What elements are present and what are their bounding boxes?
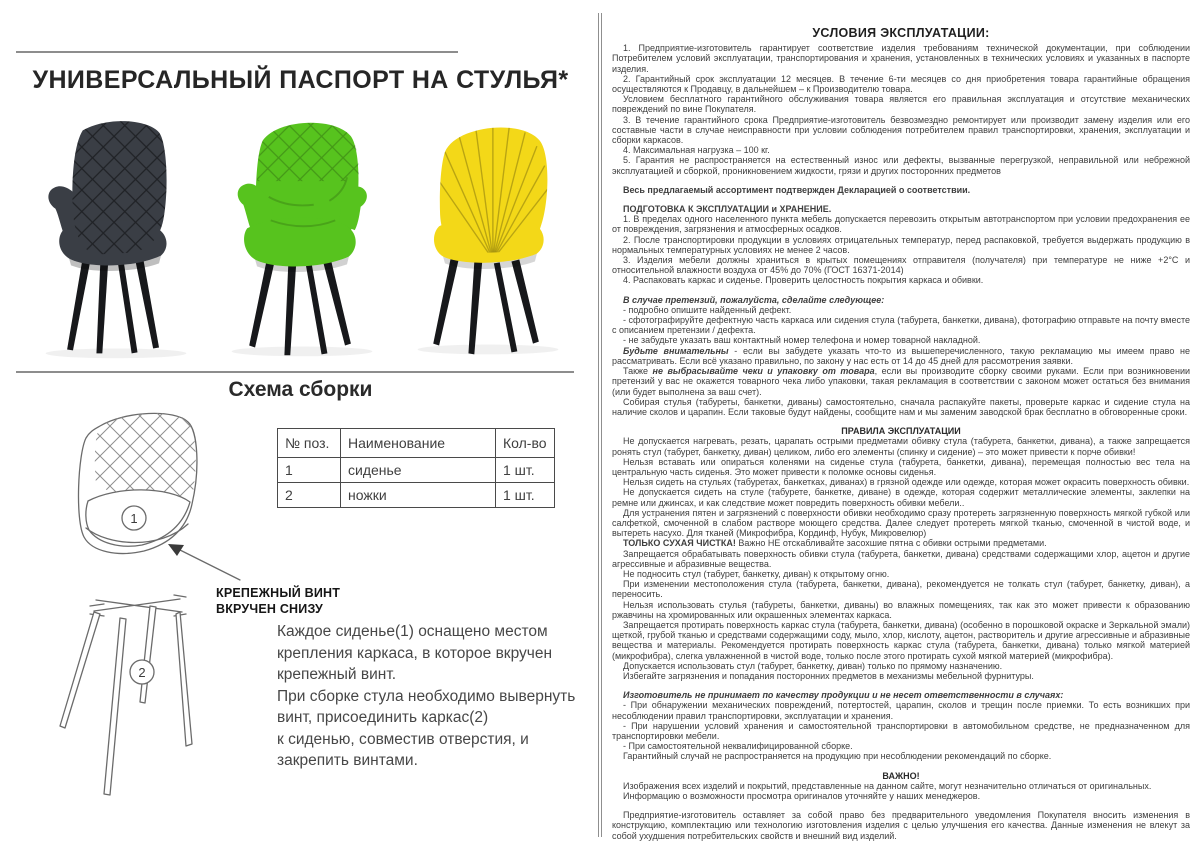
text-block: Не подносить стул (табурет, банкетку, диван) к открытому огню. [623, 568, 890, 579]
table-row [278, 483, 555, 508]
text-block: Предприятие-изготовитель оставляет за собой право без предварительного уведомления Покупателя вносить изменения в конструкцию, комплектацию или технологию изготовления изделия с целью улучшения его качества. Данные изменения не влекут за собой ухудшения потребительских свойств и внешний вид изделий. [612, 810, 1190, 841]
dark-chair-legs [67, 258, 159, 354]
diagram-frame-part [60, 595, 192, 795]
text-block: Запрещается обрабатывать поверхность обивки стула (табурета, банкетки, дивана) средствами содержащими хлор, ацетон и другие агрессивные и абразивные вещества. [612, 548, 1190, 569]
screw-note-line1: КРЕПЕЖНЫЙ ВИНТ [216, 586, 341, 600]
text-block: Нельзя сидеть на стульях (табуретах, банкетках, диванах) в грязной одежде или одежде, которая может окрасить поверхность обивки. [623, 477, 1190, 488]
yellow-chair-legs [433, 258, 539, 355]
parts-table [277, 428, 555, 508]
table-header-cell: № поз. [278, 429, 341, 458]
parts-table-body [278, 458, 555, 508]
text-block: 5. Гарантия не распространяется на естественный износ или дефекты, вызванные перегрузкой, неправильной или небрежной эксплуатацией и сборкой, проникновением жидкости, грязи и других посторонних предметов [612, 155, 1190, 176]
right-column [612, 28, 1190, 841]
description-line: закрепить винтами. [277, 752, 418, 769]
text-block: Не допускается нагревать, резать, царапать острыми предметами обивку стула (табурета, банкетки, дивана), а также запрещается ронять стул (табурет, банкетку, диван) целиком, либо его элементы (спинку и сидение) – это может привести к порче обивки! [612, 436, 1190, 457]
text-block: В случае претензий, пожалуйста, сделайте следующее: [623, 294, 885, 305]
text-block: При изменении местоположения стула (табурета, банкетки, дивана), рекомендуется не толкать стул (табурет, банкетку, диван), а переносить. [612, 579, 1190, 600]
text-block: Изображения всех изделий и покрытий, представленные на данном сайте, могут незначительно отличаться от оригинальных. [623, 780, 1152, 791]
description-line: крепежный винт. [277, 666, 397, 683]
text-block: ВАЖНО! [882, 770, 920, 781]
green-chair-image [214, 108, 390, 366]
text-block: Запрещается протирать поверхность каркас стула (табурета, банкетки, дивана) (особенно в порошковой окраске и Зеркальной эмали) щеткой, грубой тканью и средствами содержащими соду, мыло, хлор, кислоту, ацетон, растворитель и другие агрессивные и абразивные вещества и материалы. Рекомендуется протирать поверхность каркас стула (табурета, банкетки, дивана) только мягкой материей (микрофибра), слегка увлажненной в чистой воде, только после этого протирать сухой мягкой материей (микрофибра). [612, 619, 1190, 661]
text-block: Собирая стулья (табуреты, банкетки, диваны) самостоятельно, сначала распакуйте пакеты, проверьте каркас и сидение стула на наличие сколов и царапин. Если таковые будут найдены, сообщите нам и мы заменим заводской брак бесплатно в обговоренные сроки. [612, 396, 1190, 417]
screw-pointer-arrow [168, 544, 240, 580]
text-block: - сфотографируйте дефектную часть каркаса или сидения стула (табурета, банкетки, дивана), фотографию отправьте на почту вместе с описанием претензии / дефекта. [612, 315, 1190, 336]
table-cell: сиденье [341, 458, 496, 483]
text-block: Условием бесплатного гарантийного обслуживания товара является его правильная эксплуатация и отсутствие механических повреждений по вине Покупателя. [612, 94, 1190, 115]
text-block: - При самостоятельной неквалифицированной сборке. [623, 741, 853, 752]
green-chair-legs [249, 259, 351, 355]
text-block: Для устранения пятен и загрязнений с поверхности обивки необходимо сразу протереть загрязненную поверхность мягкой губкой или салфеткой, смоченной в слабом растворе моющего средства. Далее следует протереть мягкой тканью, смоченной в чистой воде, и вытереть насухо. Для тканей (Микрофибра, Кординф, Нубук, Микровелюр) [612, 507, 1190, 539]
text-block: - При обнаружении механических повреждений, потертостей, царапин, сколов и трещин после приемки. То есть возникших при несоблюдении правил транспортировки, эксплуатации и хранения. [612, 700, 1190, 721]
text-block: 3. В течение гарантийного срока Предприятие-изготовитель безвозмездно ремонтирует или производит замену изделия или его составные части в случае неисправности при условии соблюдения потребителем правил транспортировки, хранения, эксплуатации и сборки каркасов. [612, 114, 1190, 146]
column-separator-line [598, 13, 602, 837]
text-block: 1. Предприятие-изготовитель гарантирует соответствие изделия требованиям технической документации, при соблюдении Потребителем условий эксплуатации, транспортирования и хранения, установленных в технических условиях и указанных в паспорте изделия. [612, 43, 1190, 74]
text-block: - не забудьте указать ваш контактный номер телефона и номер товарной накладной. [623, 335, 981, 346]
description-line: При сборке стула необходимо вывернуть [277, 687, 576, 705]
table-header-cell: Кол-во [496, 429, 555, 458]
text-block: Весь предлагаемый ассортимент подтвержден Декларацией о соответствии. [623, 184, 971, 195]
text-block: 3. Изделия мебели должны храниться в крытых помещениях отправителя (получателя) при температуре не ниже +2°С и относительной влажности воздуха от 45% до 70% (ГОСТ 16371-2014) [612, 255, 1190, 276]
text-block: 2. Гарантийный срок эксплуатации 12 месяцев. В течение 6-ти месяцев со дня приобретения товара гарантийные обращения осуществляются к Продавцу, в дальнейшем – к Производителю товара. [612, 73, 1190, 95]
text-block: ПОДГОТОВКА К ЭКСПЛУАТАЦИИ и ХРАНЕНИЕ. [623, 204, 832, 215]
screw-note [216, 585, 340, 617]
description-line: винт, присоединить каркас(2) [277, 709, 489, 726]
text-block: 1. В пределах одного населенного пункта мебель допускается перевозить открытым автотранспортом при условии предохранения ее от повреждения, загрязнения и атмосферных осадков. [612, 214, 1190, 235]
table-row [278, 458, 555, 483]
text-block: Не допускается сидеть на стуле (табурете, банкетке, диване) в одежде, которая содержит металлические элементы, заклепки на ремне или джинсах, и как следствие может повредить поверхность обивки мебели.. [612, 487, 1190, 508]
text-block: Избегайте загрязнения и попадания посторонних предметов в механизмы мебельной фурнитуры. [623, 670, 1034, 681]
description-line: Каждое сиденье(1) оснащено местом [277, 623, 548, 640]
section-divider-line [16, 371, 574, 373]
text-block: 4. Максимальная нагрузка – 100 кг. [623, 145, 770, 156]
table-cell: 1 шт. [496, 458, 555, 483]
text-block: 4. Распаковать каркас и сиденье. Проверить целостность покрытия каркаса и обивки. [623, 275, 984, 286]
screw-note-line2: ВКРУЧЕН СНИЗУ [216, 602, 323, 616]
description-line: крепления каркаса, в которое вкручен [277, 644, 553, 662]
diagram-seat-part [78, 406, 205, 553]
text-block: Информацию о возможности просмотра оригиналов уточняйте у наших менеджеров. [623, 791, 981, 802]
text-block: - При нарушении условий хранения и самостоятельной транспортировки в автомобильном средстве, не предназначенном для транспортировки мебели. [612, 720, 1190, 741]
text-block: Будьте внимательны - если вы забудете указать что-то из вышеперечисленного, такую рекламацию мы имеем право не рассматривать. Если всё указано правильно, по закону у нас есть от 14 до 45 дней для рассмотрения заявки. [612, 345, 1190, 366]
table-cell: 1 шт. [496, 483, 555, 508]
text-block: Изготовитель не принимает по качеству продукции и не несет ответственности в случаях: [623, 690, 1064, 701]
table-cell: 2 [278, 483, 341, 508]
table-cell: ножки [341, 483, 496, 508]
assembly-description [277, 621, 579, 772]
chair-photos-row [28, 104, 576, 366]
table-cell: 1 [278, 458, 341, 483]
text-block: Нельзя использовать стулья (табуреты, банкетки, диваны) во влажных помещениях, так как это может привести к образованию ржавчины на хромированных или окрашенных элементах каркаса. [612, 599, 1190, 620]
yellow-chair-image [400, 108, 576, 366]
part-marker-1: 1 [130, 511, 138, 526]
text-block: Нельзя вставать или опираться коленями на сиденье стула (табурета, банкетки, дивана), перемещая полностью вес тела на центральную часть сиденья. Это может привести к поломке основы сиденья. [612, 456, 1190, 477]
conditions-title: УСЛОВИЯ ЭКСПЛУАТАЦИИ: [812, 26, 990, 40]
part-marker-2: 2 [138, 665, 146, 680]
text-block: Допускается использовать стул (табурет, банкетку, диван) только по прямому назначению. [623, 660, 1003, 671]
top-divider-line [16, 51, 458, 53]
text-block: Также не выбрасывайте чеки и упаковку от товара, если вы производите сборку своими руками. Если при возникновении претензий у вас не окажется товарного чека либо упаковки, такая рекламация в соответствии с законом может остаться без внимания (или будет выполнена за ваш счет). [612, 366, 1190, 397]
table-header-cell: Наименование [341, 429, 496, 458]
page-title: УНИВЕРСАЛЬНЫЙ ПАСПОРТ НА СТУЛЬЯ* [32, 66, 569, 94]
text-block: - подробно опишите найденный дефект. [623, 304, 792, 315]
dark-chair-image [28, 108, 204, 366]
text-block: Гарантийный случай не распространяется на продукцию при несоблюдении рекомендаций по сборке. [623, 751, 1052, 762]
text-block: ПРАВИЛА ЭКСПЛУАТАЦИИ [841, 426, 961, 437]
conditions-text-blocks [612, 43, 1190, 841]
assembly-section-title: Схема сборки [228, 378, 373, 401]
parts-table-head-row [278, 429, 555, 458]
text-block: 2. После транспортировки продукции в условиях отрицательных температур, перед распаковкой, требуется выдержать продукцию в нормальных температурных условиях не менее 2 часов. [612, 234, 1190, 255]
text-block: ТОЛЬКО СУХАЯ ЧИСТКА! Важно НЕ отскабливайте засохшие пятна с обивки острыми предметами. [623, 538, 1047, 549]
description-line: к сиденью, совместив отверстия, и [277, 730, 529, 748]
